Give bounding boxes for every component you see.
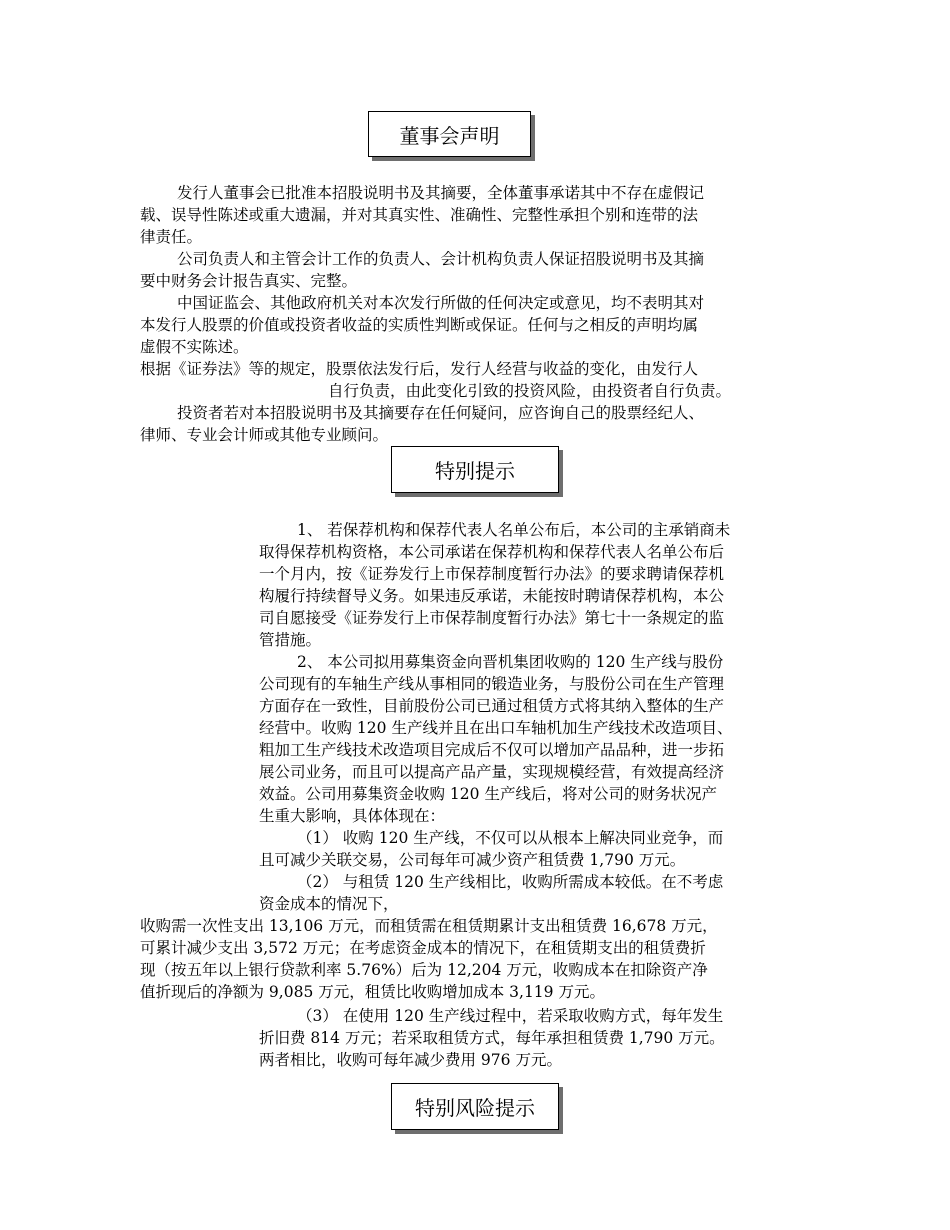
board-line: 根据《证券法》等的规定，股票依法发行后，发行人经营与收益的变化，由发行人 (140, 360, 699, 378)
notice-line: 两者相比，收购可每年减少费用 976 万元。 (259, 1051, 562, 1069)
notice-line: 司自愿接受《证券发行上市保荐制度暂行办法》第七十一条规定的监 (259, 609, 725, 627)
board-line: 投资者若对本招股说明书及其摘要存在任何疑问，应咨询自己的股票经纪人、 (177, 404, 705, 422)
notice-line: 生重大影响，具体体现在： (259, 807, 446, 825)
notice-line: 值折现后的净额为 9,085 万元，租赁比收购增加成本 3,119 万元。 (140, 983, 605, 1001)
notice-line: 经营中。收购 120 生产线并且在出口车轴机加生产线技术改造项目、 (259, 719, 733, 737)
notice-line: 管措施。 (259, 631, 322, 649)
board-line: 发行人董事会已批准本招股说明书及其摘要，全体董事承诺其中不存在虚假记 (177, 184, 705, 202)
notice-line: 公司现有的车轴生产线从事相同的锻造业务，与股份公司在生产管理 (259, 675, 725, 693)
notice-line: 2、 本公司拟用募集资金向晋机集团收购的 120 生产线与股份 (297, 653, 724, 671)
notice-line: （1） 收购 120 生产线，不仅可以从根本上解决同业竞争，而 (297, 829, 724, 847)
notice-line: 折旧费 814 万元；若采取租赁方式，每年承担租赁费 1,790 万元。 (259, 1029, 725, 1047)
notice-line: 1、 若保荐机构和保荐代表人名单公布后，本公司的主承销商未 (297, 521, 731, 539)
notice-line: 取得保荐机构资格，本公司承诺在保荐机构和保荐代表人名单公布后 (259, 543, 725, 561)
notice-line: 一个月内，按《证券发行上市保荐制度暂行办法》的要求聘请保荐机 (259, 565, 725, 583)
notice-line: （2） 与租赁 120 生产线相比，收购所需成本较低。在不考虑 (297, 873, 724, 891)
notice-line: （3） 在使用 120 生产线过程中，若采取收购方式，每年发生 (297, 1007, 724, 1025)
heading-board-statement: 董事会声明 (368, 111, 531, 157)
notice-line: 现（按五年以上银行贷款利率 5.76%）后为 12,204 万元，收购成本在扣除资产净 (140, 961, 708, 979)
board-line: 律责任。 (140, 228, 203, 246)
heading-special-risk: 特别风险提示 (391, 1083, 559, 1130)
notice-line: 资金成本的情况下， (259, 895, 399, 913)
notice-line: 且可减少关联交易，公司每年可减少资产租赁费 1,790 万元。 (259, 851, 686, 869)
notice-line: 可累计减少支出 3,572 万元；在考虑资金成本的情况下，在租赁期支出的租赁费折 (140, 939, 706, 957)
board-line: 本发行人股票的价值或投资者收益的实质性判断或保证。任何与之相反的声明均属 (140, 316, 699, 334)
heading-special-notice: 特别提示 (391, 446, 559, 493)
notice-line: 粗加工生产线技术改造项目完成后不仅可以增加产品品种，进一步拓 (259, 741, 725, 759)
board-line: 律师、专业会计师或其他专业顾问。 (140, 426, 389, 444)
notice-line: 方面存在一致性，目前股份公司已通过租赁方式将其纳入整体的生产 (259, 697, 725, 715)
board-line: 自行负责，由此变化引致的投资风险，由投资者自行负责。 (328, 382, 732, 400)
board-line: 公司负责人和主管会计工作的负责人、会计机构负责人保证招股说明书及其摘 (177, 250, 705, 268)
notice-line: 构履行持续督导义务。如果违反承诺，未能按时聘请保荐机构，本公 (259, 587, 725, 605)
notice-line: 效益。公司用募集资金收购 120 生产线后，将对公司的财务状况产 (259, 785, 717, 803)
board-line: 虚假不实陈述。 (140, 338, 249, 356)
notice-line: 展公司业务，而且可以提高产品产量，实现规模经营，有效提高经济 (259, 763, 725, 781)
board-line: 中国证监会、其他政府机关对本次发行所做的任何决定或意见，均不表明其对 (177, 294, 705, 312)
board-line: 要中财务会计报告真实、完整。 (140, 272, 358, 290)
notice-line: 收购需一次性支出 13,106 万元，而租赁需在租赁期累计支出租赁费 16,678 万元， (140, 917, 718, 935)
board-line: 载、误导性陈述或重大遗漏，并对其真实性、准确性、完整性承担个别和连带的法 (140, 206, 699, 224)
